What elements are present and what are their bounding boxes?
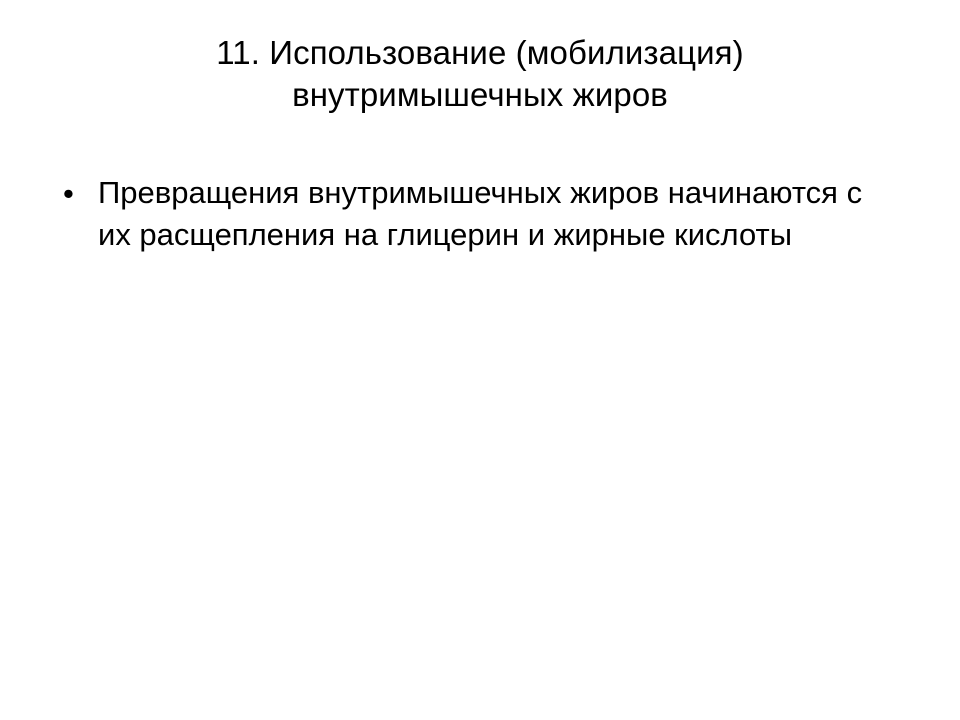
bullet-list — [55, 172, 905, 256]
page-title: 11. Использование (мобилизация) внутримышечных жиров — [216, 34, 744, 114]
list-item-text: Превращения внутримышечных жиров начинаются с их расщепления на глицерин и жирные кислоты — [98, 175, 863, 253]
list-item — [55, 172, 905, 256]
bullet-point-icon: • — [63, 175, 74, 211]
